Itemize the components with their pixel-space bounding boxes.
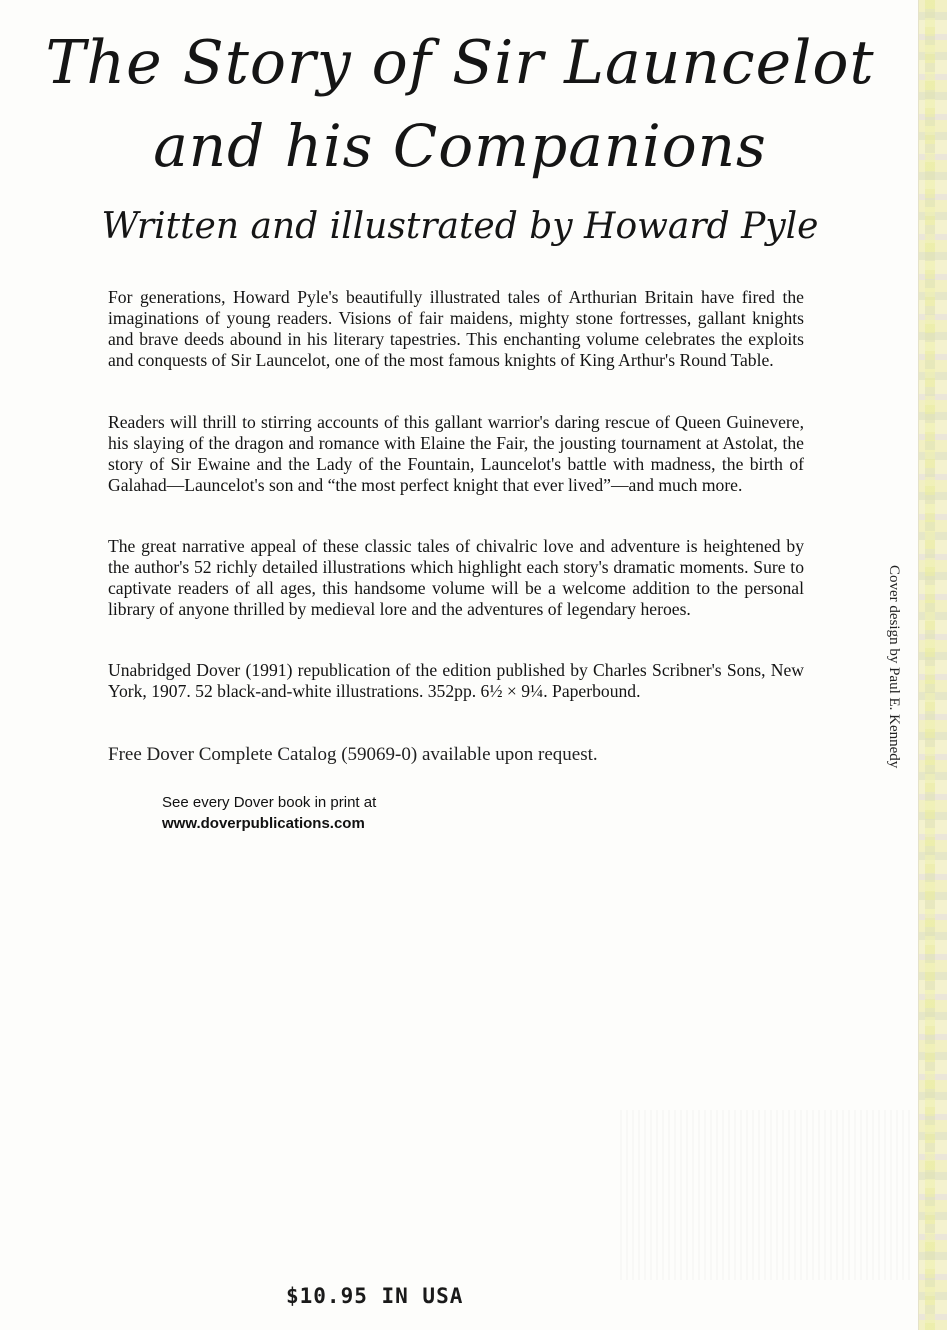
description-paragraph-1: For generations, Howard Pyle's beautifully illustrated tales of Arthurian Britain have fired the imaginations of young readers. Visions of fair maidens, mighty stone fortresses, gallant knights and brave deeds abound in his literary tapestries. This enchanting volume celebrates the exploits and conquests of Sir Launcelot, one of the most famous knights of King Arthur's Round Table. — [108, 287, 804, 370]
book-title-line-2: and his Companions — [153, 112, 767, 180]
book-subtitle: Written and illustrated by Howard Pyle — [101, 206, 819, 247]
cover-credit-text: Cover design by Paul E. Kennedy — [886, 565, 902, 769]
description-paragraph-2: Readers will thrill to stirring accounts of this gallant warrior's daring rescue of Queen Guinevere, his slaying of the dragon and romance with Elaine the Fair, the jousting tournament at Astolat, the story of Sir Ewaine and the Lady of the Fountain, Launcelot's battle with madness, the birth of Galahad—Launcelot's son and “the most perfect knight that ever lived”—and much more. — [108, 412, 804, 495]
website-intro: See every Dover book in print at — [162, 794, 377, 811]
book-title-line-1: The Story of Sir Launcelot — [45, 28, 875, 98]
publication-details: Unabridged Dover (1991) republication of the edition published by Charles Scribner's Sons, New York, 1907. 52 black-and-white illustrations. 352pp. 6½ × 9¼. Paperbound. — [108, 660, 804, 701]
spine-stripe — [925, 0, 935, 1330]
website-url: www.doverpublications.com — [162, 815, 365, 832]
website-block — [162, 792, 376, 834]
catalog-note: Free Dover Complete Catalog (59069-0) available upon request. — [108, 744, 598, 765]
background-texture — [620, 1110, 910, 1280]
price-label: $10.95 IN USA — [286, 1284, 464, 1308]
spine-edge — [918, 0, 947, 1330]
description-paragraph-3: The great narrative appeal of these classic tales of chivalric love and adventure is heightened by the author's 52 richly detailed illustrations which highlight each story's dramatic moments. Sure to captivate readers of all ages, this handsome volume will be a welcome addition to the personal library of anyone thrilled by medieval lore and the adventures of legendary heroes. — [108, 536, 804, 619]
